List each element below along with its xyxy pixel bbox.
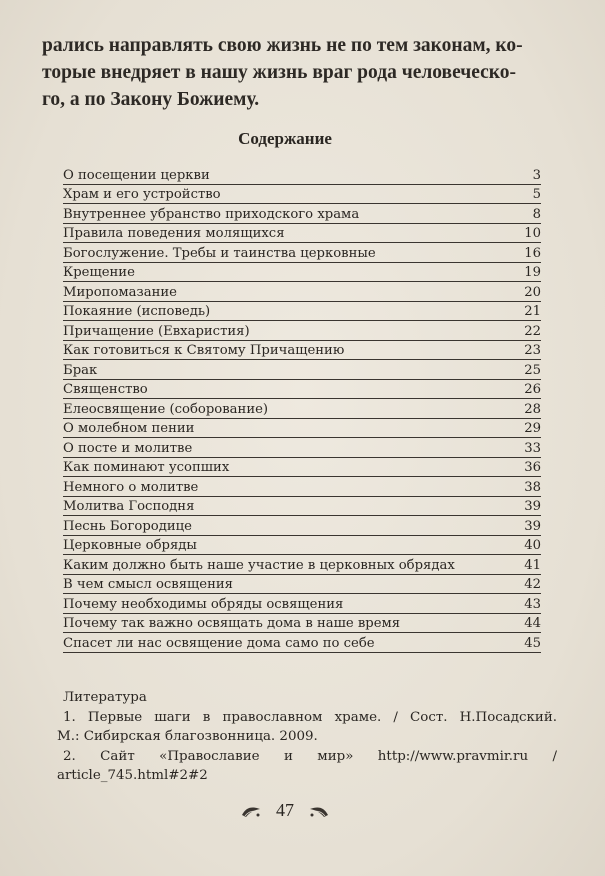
intro-paragraph bbox=[42, 32, 567, 113]
toc-entry-page: 16 bbox=[524, 245, 541, 261]
toc-entry bbox=[63, 224, 541, 244]
toc-entry bbox=[63, 633, 541, 653]
toc-entry bbox=[63, 458, 541, 478]
toc-entry bbox=[63, 399, 541, 419]
toc-entry-page: 36 bbox=[524, 460, 541, 475]
toc-entry bbox=[63, 497, 541, 517]
toc-entry-title: В чем смысл освящения bbox=[63, 577, 233, 592]
toc-entry-title: Песнь Богородице bbox=[63, 518, 192, 534]
literature-section bbox=[57, 688, 557, 786]
toc-entry-title: Покаяние (исповедь) bbox=[63, 304, 211, 319]
toc-entry bbox=[63, 341, 541, 361]
toc-entry bbox=[63, 360, 541, 380]
toc-entry bbox=[63, 477, 541, 497]
toc-entry-title: Каким должно быть наше участие в церковных обрядах bbox=[63, 557, 455, 573]
toc-entry-title: Спасет ли нас освящение дома само по себе bbox=[63, 635, 375, 651]
literature-item-2-line-2: article_745.html#2#2 bbox=[57, 768, 208, 783]
toc-entry-page: 22 bbox=[524, 323, 541, 339]
toc-entry-title: О молебном пении bbox=[63, 421, 195, 436]
toc-entry-page: 45 bbox=[524, 635, 541, 651]
toc-entry bbox=[63, 204, 541, 224]
toc-entry-page: 10 bbox=[524, 226, 541, 241]
toc-entry bbox=[63, 516, 541, 536]
toc-entry bbox=[63, 263, 541, 283]
toc-entry-page: 20 bbox=[524, 284, 541, 300]
toc-entry bbox=[63, 536, 541, 556]
toc-title: Содержание bbox=[238, 129, 332, 148]
toc-entry-title: Храм и его устройство bbox=[63, 187, 221, 202]
toc-entry bbox=[63, 594, 541, 614]
toc-entry-page: 41 bbox=[524, 557, 541, 573]
toc-entry-page: 29 bbox=[524, 421, 541, 436]
intro-line: торые внедряет в нашу жизнь враг рода человеческо- bbox=[42, 62, 517, 83]
toc-entry bbox=[63, 321, 541, 341]
toc-entry-title: Брак bbox=[63, 362, 98, 378]
toc-entry-title: Немного о молитве bbox=[63, 479, 199, 495]
toc-entry-title: Миропомазание bbox=[63, 284, 177, 300]
toc-entry-page: 26 bbox=[524, 382, 541, 397]
toc-entry-title: Почему так важно освящать дома в наше время bbox=[63, 616, 401, 631]
toc-entry-title: Почему необходимы обряды освящения bbox=[63, 596, 344, 612]
page-number: 47 bbox=[276, 800, 294, 820]
toc-entry-page: 39 bbox=[524, 518, 541, 534]
toc-entry-page: 39 bbox=[524, 499, 541, 514]
toc-entry bbox=[63, 380, 541, 400]
toc-entry-title: Как готовиться к Святому Причащению bbox=[63, 343, 345, 358]
toc-entry-page: 33 bbox=[524, 440, 541, 456]
toc-entry-page: 28 bbox=[524, 401, 541, 417]
toc-entry bbox=[63, 555, 541, 575]
toc-entry-page: 44 bbox=[524, 616, 541, 631]
toc-entry-title: Крещение bbox=[63, 265, 135, 280]
toc-entry-page: 21 bbox=[524, 304, 541, 319]
toc-entry-page: 19 bbox=[524, 265, 541, 280]
toc-entry bbox=[63, 282, 541, 302]
toc-entry bbox=[63, 614, 541, 634]
toc-entry-page: 42 bbox=[524, 577, 541, 592]
toc-entry-page: 8 bbox=[532, 206, 541, 222]
toc-entry-title: Причащение (Евхаристия) bbox=[63, 323, 250, 339]
intro-line: го, а по Закону Божиему. bbox=[42, 89, 260, 110]
toc-entry-title: Церковные обряды bbox=[63, 538, 197, 553]
toc-entry bbox=[63, 302, 541, 322]
toc-entry-title: О посещении церкви bbox=[63, 167, 210, 183]
literature-item-1-line-1: 1. Первые шаги в православном храме. / Сост. Н.Посадский. bbox=[63, 709, 557, 725]
toc-entry-page: 23 bbox=[524, 343, 541, 358]
toc-entry-page: 3 bbox=[532, 167, 541, 183]
toc-entry bbox=[63, 185, 541, 205]
toc-entry-page: 40 bbox=[524, 538, 541, 553]
toc-entry-title: Правила поведения молящихся bbox=[63, 226, 285, 241]
toc-entry-title: О посте и молитве bbox=[63, 440, 193, 456]
toc-entry bbox=[63, 575, 541, 595]
toc-entry-title: Богослужение. Требы и таинства церковные bbox=[63, 245, 376, 261]
leaf-ornament-icon bbox=[308, 803, 330, 819]
intro-line: рались направлять свою жизнь не по тем законам, ко- bbox=[42, 35, 523, 56]
toc-entry-title: Елеосвящение (соборование) bbox=[63, 401, 269, 417]
toc-entry-title: Внутреннее убранство приходского храма bbox=[63, 206, 360, 222]
toc-entry-page: 25 bbox=[524, 362, 541, 378]
toc-entry-page: 38 bbox=[524, 479, 541, 495]
toc-entry bbox=[63, 165, 541, 185]
toc-entry-page: 5 bbox=[532, 187, 541, 202]
literature-heading: Литература bbox=[63, 690, 147, 705]
toc-entry bbox=[63, 438, 541, 458]
page-footer bbox=[0, 800, 570, 821]
toc-entry-page: 43 bbox=[524, 596, 541, 612]
toc-entry-title: Молитва Господня bbox=[63, 499, 195, 514]
toc-entry-title: Священство bbox=[63, 382, 148, 397]
table-of-contents bbox=[63, 165, 541, 653]
toc-entry bbox=[63, 243, 541, 263]
toc-entry bbox=[63, 419, 541, 439]
toc-entry-title: Как поминают усопших bbox=[63, 460, 230, 475]
literature-item-2-line-1: 2. Сайт «Православие и мир» http://www.pravmir.ru / bbox=[63, 748, 557, 764]
literature-item-1-line-2: М.: Сибирская благозвонница. 2009. bbox=[57, 729, 318, 744]
leaf-ornament-icon bbox=[240, 803, 262, 819]
